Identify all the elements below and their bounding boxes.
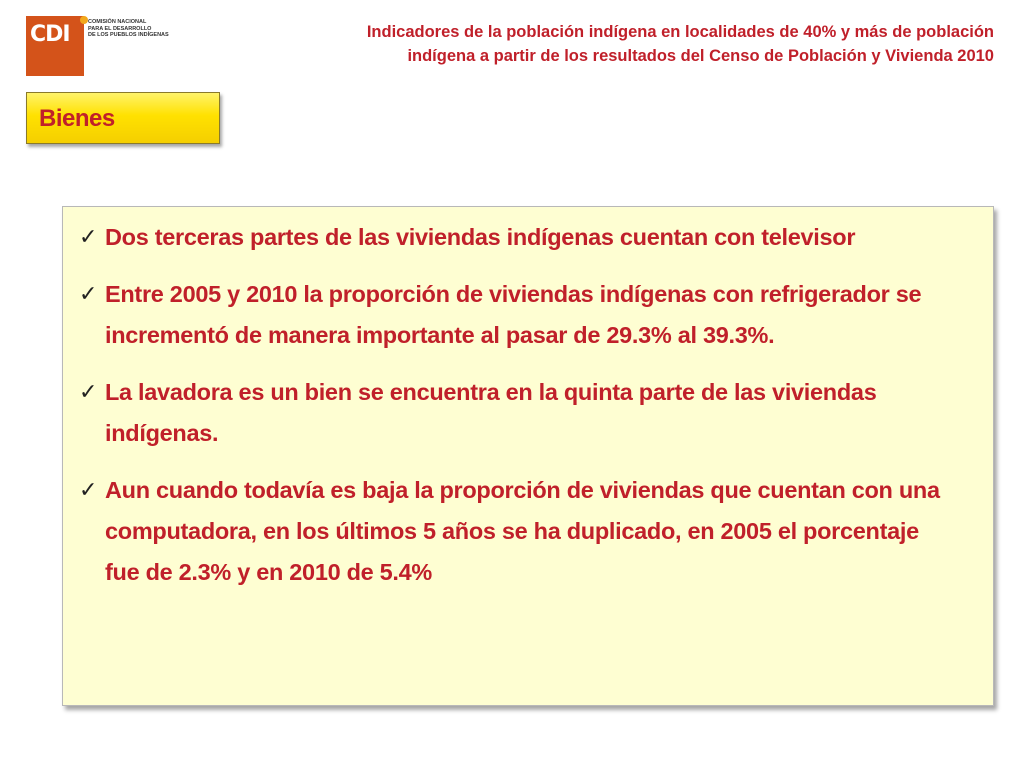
logo-org-name [88, 19, 188, 39]
cdi-logo [26, 16, 186, 78]
bullet-text: Entre 2005 y 2010 la proporción de viviendas indígenas con refrigerador se incrementó de manera importante al pasar de 29.3% al 39.3%. [105, 281, 922, 348]
page-title-line: Indicadores de la población indígena en localidades de 40% y más de población [366, 23, 994, 41]
bullet-item [77, 470, 953, 593]
logo-letters: CDI [30, 22, 70, 47]
bullet-item [77, 274, 953, 356]
content-panel [62, 206, 994, 706]
logo-org-line: PARA EL DESARROLLO [88, 25, 152, 32]
bullet-list [77, 217, 953, 593]
page-title [274, 20, 994, 68]
logo-org-line: DE LOS PUEBLOS INDÍGENAS [88, 32, 169, 38]
check-icon: ✓ [79, 380, 98, 405]
page-title-line: indígena a partir de los resultados del Censo de Población y Vivienda 2010 [407, 47, 994, 65]
section-label-box [26, 92, 220, 144]
bullet-text: Aun cuando todavía es baja la proporción de viviendas que cuentan con una computadora, en los últimos 5 años se ha duplicado, en 2005 el porcentaje fue de 2.3% y en 2010 de 5.4% [105, 477, 940, 585]
check-icon: ✓ [79, 478, 98, 503]
bullet-text: Dos terceras partes de las viviendas indígenas cuentan con televisor [105, 224, 856, 250]
bullet-item [77, 217, 953, 258]
check-icon: ✓ [79, 282, 98, 307]
section-label: Bienes [39, 105, 115, 132]
check-icon: ✓ [79, 225, 98, 250]
logo-mark [26, 16, 84, 76]
logo-dot-icon [80, 16, 88, 24]
logo-org-line: COMISIÓN NACIONAL [88, 19, 147, 25]
bullet-text: La lavadora es un bien se encuentra en la quinta parte de las viviendas indígenas. [105, 379, 877, 446]
bullet-item [77, 372, 953, 454]
